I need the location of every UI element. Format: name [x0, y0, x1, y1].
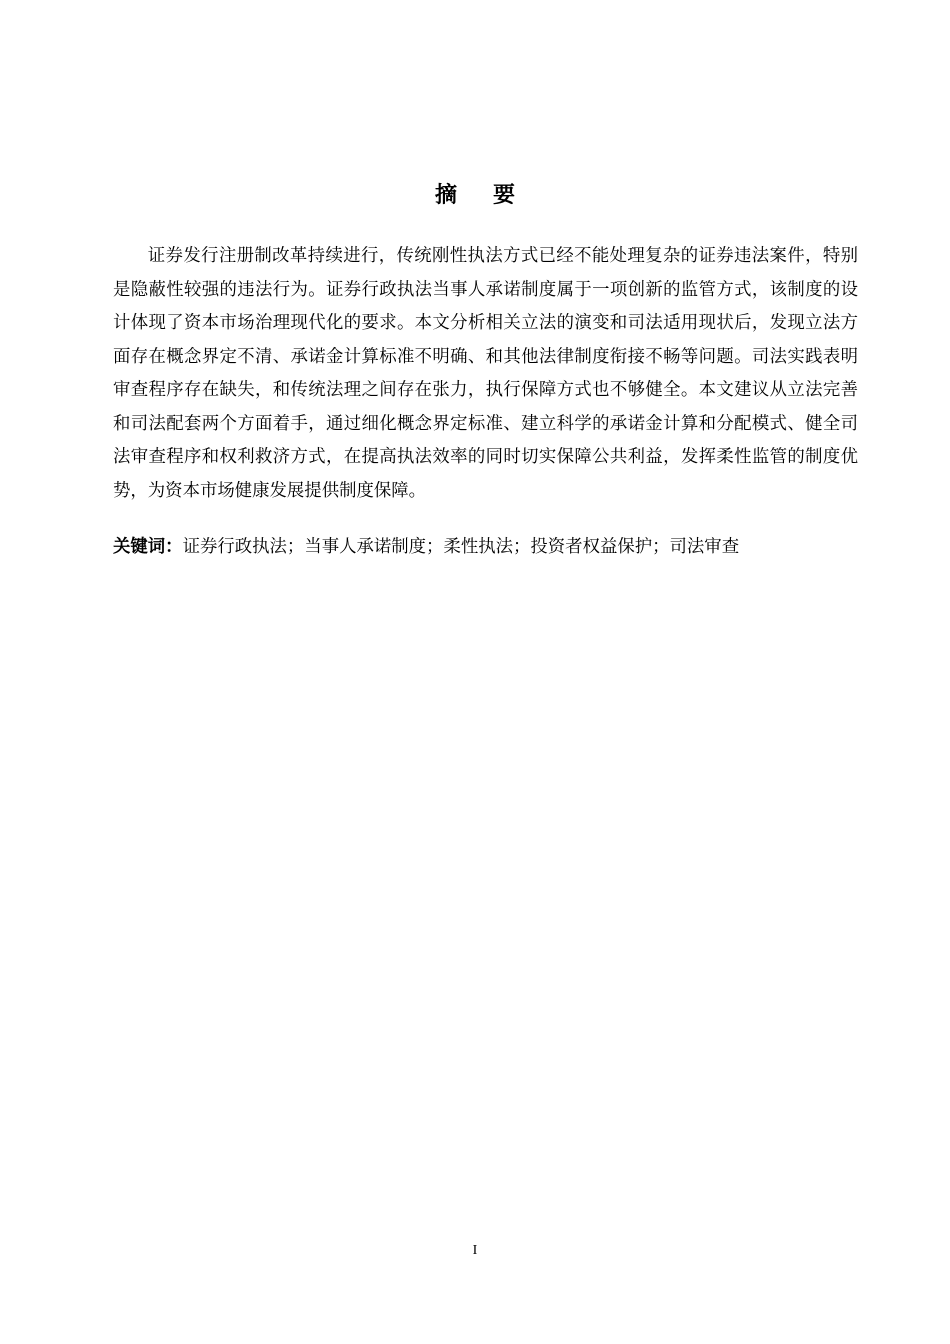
keywords-list: 证券行政执法；当事人承诺制度；柔性执法；投资者权益保护；司法审查	[182, 537, 740, 557]
abstract-title: 摘要	[434, 183, 551, 208]
keywords-label: 关键词：	[113, 537, 183, 557]
abstract-body: 证券发行注册制改革持续进行，传统刚性执法方式已经不能处理复杂的证券违法案件，特别是隐蔽性较强的违法行为。证券行政执法当事人承诺制度属于一项创新的监管方式，该制度的设计体现了资本市场治理现代化的要求。本文分析相关立法的演变和司法适用现状后，发现立法方面存在概念界定不清、承诺金计算标准不明确、和其他法律制度衔接不畅等问题。司法实践表明审查程序存在缺失，和传统法理之间存在张力，执行保障方式也不够健全。本文建议从立法完善和司法配套两个方面着手，通过细化概念界定标准、建立科学的承诺金计算和分配模式、健全司法审查程序和权利救济方式，在提高执法效率的同时切实保障公共利益，发挥柔性监管的制度优势，为资本市场健康发展提供制度保障。	[113, 246, 858, 501]
page-number: I	[472, 1243, 478, 1258]
keywords-line	[113, 533, 858, 561]
